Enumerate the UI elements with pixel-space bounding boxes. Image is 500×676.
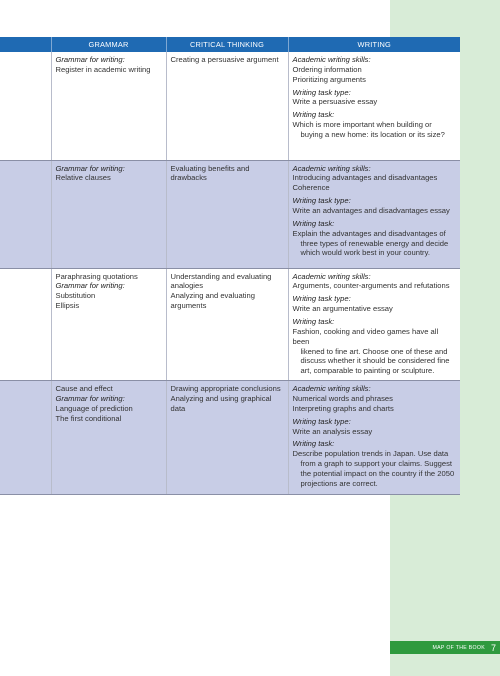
skill-item: Coherence	[292, 183, 330, 193]
thinking-cell	[166, 52, 288, 160]
task-line: Describe population trends in Japan. Use data	[292, 449, 449, 459]
grammar-cell	[51, 268, 166, 381]
header-writing: WRITING	[288, 37, 460, 52]
task-type: Write an argumentative essay	[292, 304, 393, 314]
table-header-row	[0, 37, 460, 52]
unit-cell	[0, 268, 51, 381]
header-empty	[0, 37, 51, 52]
task-line: discuss whether it should be considered fine	[300, 356, 450, 366]
table-row	[0, 160, 460, 268]
task-type-label: Writing task type:	[292, 294, 351, 304]
task-line: three types of renewable energy and decide	[300, 238, 449, 248]
grammar-item: The first conditional	[55, 413, 122, 423]
skills-label: Academic writing skills:	[292, 163, 371, 173]
grammar-intro: Paraphrasing quotations	[55, 271, 138, 281]
task-line: buying a new home: its location or its size?	[300, 130, 445, 140]
skill-item: Arguments, counter-arguments and refutations	[292, 281, 450, 291]
thinking-cell	[166, 381, 288, 495]
writing-cell	[288, 160, 460, 268]
task-line: likened to fine art. Choose one of these and	[300, 346, 448, 356]
table-row	[0, 268, 460, 381]
grammar-item: Substitution	[55, 291, 96, 301]
grammar-label: Grammar for writing:	[55, 281, 125, 291]
skill-item: Introducing advantages and disadvantages	[292, 173, 438, 183]
header-critical-thinking: CRITICAL THINKING	[166, 37, 288, 52]
thinking-item: Understanding and evaluating analogies	[170, 271, 272, 291]
task-text	[293, 229, 457, 259]
grammar-cell	[51, 381, 166, 495]
task-type: Write an analysis essay	[292, 426, 373, 436]
grammar-cell	[51, 160, 166, 268]
table-row	[0, 381, 460, 495]
task-text	[293, 449, 457, 488]
task-line: art, comparable to painting or sculpture.	[300, 366, 435, 376]
task-label: Writing task:	[292, 218, 335, 228]
skills-label: Academic writing skills:	[292, 384, 371, 394]
grammar-cell	[51, 52, 166, 160]
task-line: from a graph to support your claims. Suggest	[300, 459, 453, 469]
skill-item: Prioritizing arguments	[292, 74, 366, 84]
task-line: Explain the advantages and disadvantages of	[292, 228, 446, 238]
task-type-label: Writing task type:	[292, 416, 351, 426]
footer-section-label: MAP OF THE BOOK	[432, 644, 485, 651]
grammar-item: Language of prediction	[55, 403, 133, 413]
map-of-book-table	[0, 37, 460, 495]
task-line: the potential impact on the country if the 2050	[300, 468, 455, 478]
grammar-label: Grammar for writing:	[55, 55, 125, 64]
task-type: Write a persuasive essay	[292, 97, 378, 107]
grammar-label: Grammar for writing:	[55, 393, 125, 403]
task-line: projections are correct.	[300, 478, 378, 488]
task-line: Fashion, cooking and video games have all been	[292, 326, 439, 346]
task-type-label: Writing task type:	[292, 196, 351, 206]
thinking-item: Evaluating benefits and drawbacks	[170, 163, 250, 183]
skills-label: Academic writing skills:	[292, 271, 371, 281]
skill-item: Ordering information	[292, 64, 362, 74]
task-label: Writing task:	[292, 110, 335, 120]
unit-cell	[0, 381, 51, 495]
skills-label: Academic writing skills:	[292, 55, 371, 64]
thinking-cell	[166, 160, 288, 268]
task-label: Writing task:	[292, 439, 335, 449]
grammar-item: Ellipsis	[55, 301, 80, 311]
thinking-item: Analyzing and using graphical data	[170, 393, 272, 413]
grammar-label: Grammar for writing:	[55, 163, 125, 173]
task-label: Writing task:	[292, 316, 335, 326]
table-row	[0, 52, 460, 160]
task-line: which would work best in your country.	[300, 248, 430, 258]
task-text	[293, 327, 457, 376]
page-number: 7	[490, 642, 496, 653]
task-line: Which is more important when building or	[292, 120, 432, 130]
thinking-cell	[166, 268, 288, 381]
skill-item: Interpreting graphs and charts	[292, 403, 394, 413]
task-text	[293, 120, 457, 140]
task-type: Write an advantages and disadvantages essay	[292, 205, 450, 215]
thinking-item: Analyzing and evaluating arguments	[170, 291, 255, 311]
thinking-item: Drawing appropriate conclusions	[170, 384, 281, 394]
grammar-item: Register in academic writing	[55, 64, 151, 74]
unit-cell	[0, 52, 51, 160]
skill-item: Numerical words and phrases	[292, 393, 393, 403]
task-type-label: Writing task type:	[292, 87, 351, 97]
writing-cell	[288, 268, 460, 381]
thinking-item: Creating a persuasive argument	[170, 55, 279, 64]
page-footer	[390, 641, 500, 654]
header-grammar: GRAMMAR	[51, 37, 166, 52]
writing-cell	[288, 381, 460, 495]
unit-cell	[0, 160, 51, 268]
grammar-intro: Cause and effect	[55, 384, 113, 394]
grammar-item: Relative clauses	[55, 173, 111, 183]
writing-cell	[288, 52, 460, 160]
